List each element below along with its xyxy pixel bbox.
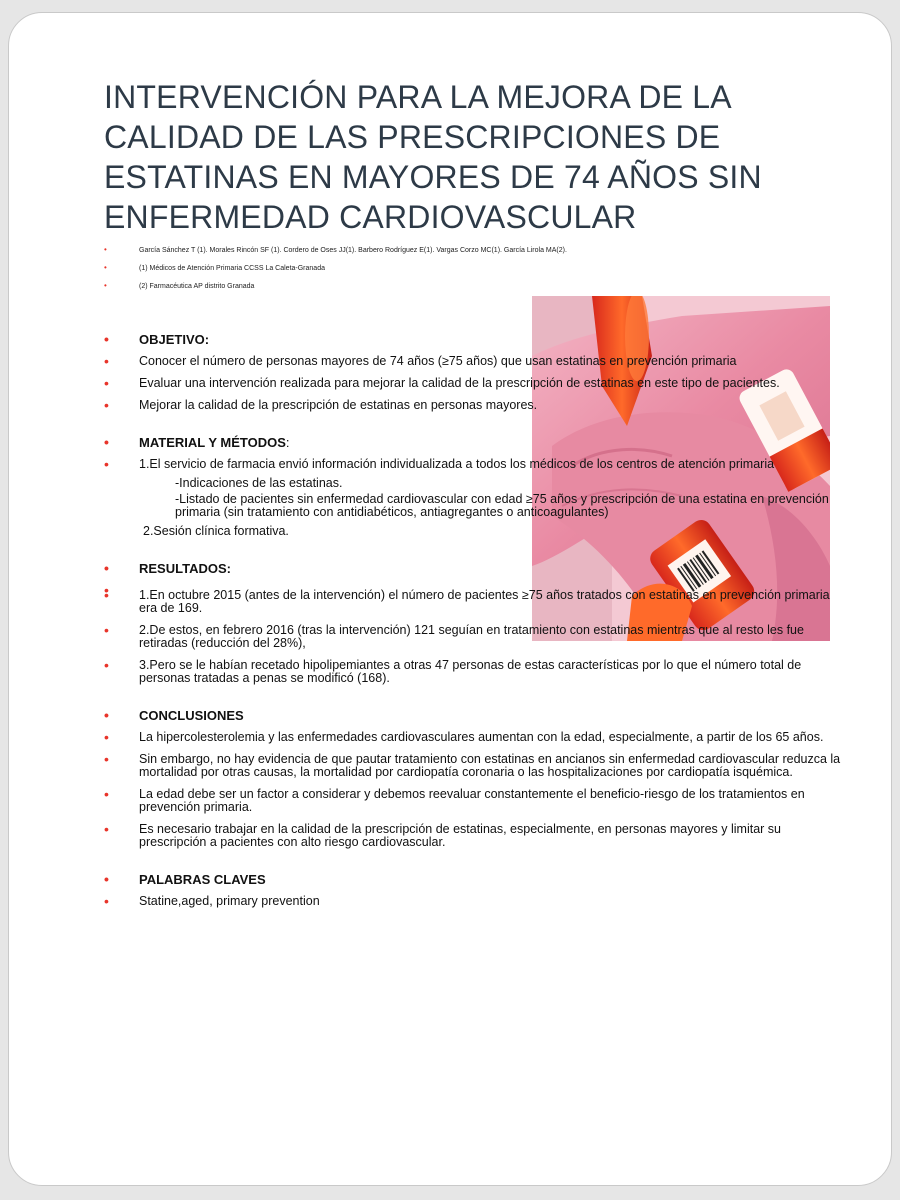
metodos-heading-text: MATERIAL Y MÉTODOS bbox=[139, 435, 286, 450]
conclusiones-heading: • CONCLUSIONES bbox=[104, 709, 844, 722]
objetivo-item: • Conocer el número de personas mayores de 74 años (≥75 años) que usan estatinas en prevención primaria bbox=[104, 355, 844, 368]
metodos-heading bbox=[104, 436, 844, 449]
metodos-heading-suffix: : bbox=[285, 435, 290, 450]
palabras-heading: • PALABRAS CLAVES bbox=[104, 873, 844, 886]
metodos-item-2: 2.Sesión clínica formativa. bbox=[143, 524, 289, 538]
affiliation-1: • (1) Médicos de Atención Primaria CCSS La Caleta-Granada bbox=[104, 263, 804, 281]
resultados-item: • 2.De estos, en febrero 2016 (tras la intervención) 121 seguían en tratamiento con estatinas mientras que al resto les fue retiradas (reducción del 28%), bbox=[104, 624, 844, 650]
affiliation-2: • (2) Farmacéutica AP distrito Granada bbox=[104, 281, 804, 299]
objetivo-item: • Mejorar la calidad de la prescripción de estatinas en personas mayores. bbox=[104, 399, 844, 412]
resultados-heading: • RESULTADOS: bbox=[104, 562, 844, 575]
conclusiones-item: • Sin embargo, no hay evidencia de que pautar tratamiento con estatinas en ancianos sin enfermedad cardiovascular reduzca la mortalidad por otras causas, la mortalidad por cardiopatía coronaria o las hospitalizaciones por cardiopatía isquémica. bbox=[104, 753, 844, 779]
resultados-item: • 1.En octubre 2015 (antes de la intervención) el número de pacientes ≥75 años tratados con estatinas en prevención primaria era de 169. bbox=[104, 589, 844, 615]
resultados-empty-bullet bbox=[104, 584, 844, 586]
authors-line: • García Sánchez T (1). Morales Rincón SF (1). Cordero de Oses JJ(1). Barbero Rodríguez E(1). Vargas Corzo MC(1). García Lirola MA(2). bbox=[104, 245, 804, 263]
slide bbox=[8, 12, 892, 1186]
metodos-subitem-2: -Listado de pacientes sin enfermedad cardiovascular con edad ≥75 años y prescripción de una estatina en prevención primaria (sin tratamiento con antidiabéticos, antiagregantes o anticoagulantes) bbox=[175, 492, 829, 519]
page-title: INTERVENCIÓN PARA LA MEJORA DE LA CALIDAD DE LAS PRESCRIPCIONES DE ESTATINAS EN MAYORES DE 74 AÑOS SIN ENFERMEDAD CARDIOVASCULAR bbox=[104, 79, 762, 235]
authors-list bbox=[104, 245, 804, 299]
objetivo-item: • Evaluar una intervención realizada para mejorar la calidad de la prescripción de estatinas en este tipo de pacientes. bbox=[104, 377, 844, 390]
resultados-item: • 3.Pero se le habían recetado hipolipemiantes a otras 47 personas de estas características por lo que el número total de personas tratadas a penas se modificó (168). bbox=[104, 659, 844, 685]
metodos-item-1: • 1.El servicio de farmacia envió información individualizada a todos los médicos de los centros de atención primaria bbox=[104, 458, 844, 471]
conclusiones-item: • Es necesario trabajar en la calidad de la prescripción de estatinas, especialmente, en personas mayores y limitar su prescripción a pacientes con alto riesgo cardiovascular. bbox=[104, 823, 844, 849]
poster-content bbox=[104, 333, 844, 917]
metodos-subitem-1: -Indicaciones de las estatinas. bbox=[175, 476, 343, 490]
conclusiones-item: • La edad debe ser un factor a considerar y debemos reevaluar constantemente el beneficio-riesgo de los tratamientos en prevención primaria. bbox=[104, 788, 844, 814]
objetivo-heading: • OBJETIVO: bbox=[104, 333, 844, 346]
conclusiones-item: • La hipercolesterolemia y las enfermedades cardiovasculares aumentan con la edad, especialmente, a partir de los 65 años. bbox=[104, 731, 844, 744]
palabras-item: • Statine,aged, primary prevention bbox=[104, 895, 844, 908]
